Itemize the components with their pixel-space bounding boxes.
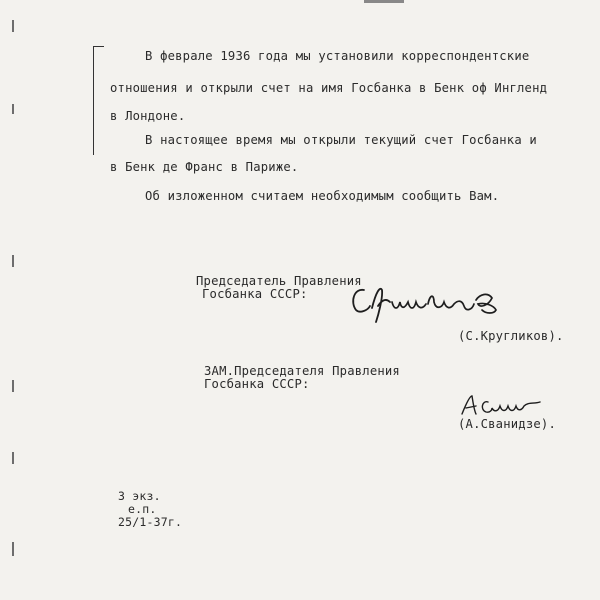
top-edge-mark — [364, 0, 404, 3]
signatory-org: Госбанка СССР: — [204, 377, 310, 391]
body-line: Об изложенном считаем необходимым сообщить Вам. — [145, 189, 500, 203]
binder-hole-mark — [12, 380, 14, 392]
body-line: в Лондоне. — [110, 109, 186, 123]
signature-svanidze — [458, 392, 548, 418]
signatory-title: ЗАМ.Председателя Правления — [204, 364, 400, 378]
signatory-org: Госбанка СССР: — [202, 287, 308, 301]
signature-kruglikov — [346, 280, 506, 326]
body-line: в Бенк де Франс в Париже. — [110, 160, 299, 174]
body-line: В феврале 1936 года мы установили корреспондентские — [145, 49, 530, 63]
copies-note: 3 экз. — [118, 489, 161, 503]
signatory-name: (А.Сванидзе). — [458, 417, 556, 431]
signatory-title: Председатель Правления — [196, 274, 362, 288]
signatory-name: (С.Кругликов). — [458, 329, 564, 343]
executor-note: е.п. — [128, 502, 157, 516]
body-line: отношения и открыли счет на имя Госбанка в Бенк оф Ингленд — [110, 81, 548, 95]
body-line: В настоящее время мы открыли текущий счет Госбанка и — [145, 133, 537, 147]
binder-hole-mark — [12, 255, 14, 267]
binder-hole-mark — [12, 104, 14, 114]
margin-bracket — [93, 46, 104, 155]
binder-hole-mark — [12, 452, 14, 464]
date-note: 25/1-37г. — [118, 515, 183, 529]
binder-hole-mark — [12, 20, 14, 32]
binder-hole-mark — [12, 542, 14, 556]
